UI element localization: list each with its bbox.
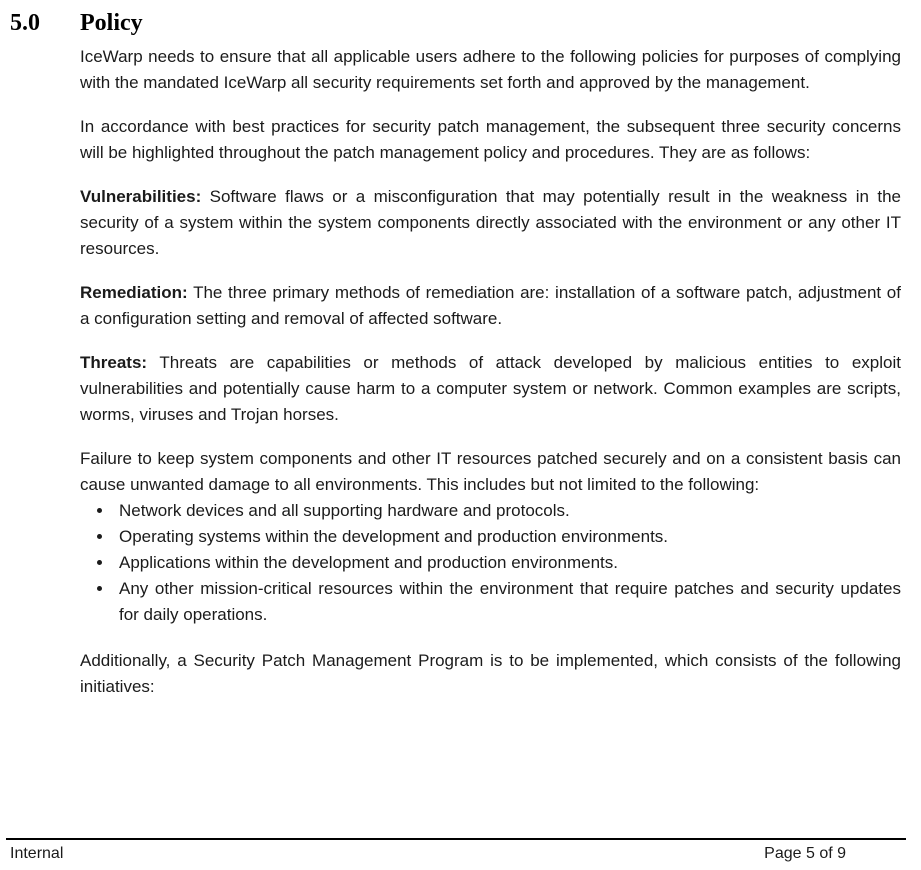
remediation-label: Remediation:: [80, 283, 188, 302]
footer-classification-label: Internal: [10, 845, 64, 862]
threats-text: Threats are capabilities or methods of attack developed by malicious entities to exploit vulnerabilities and potentially cause harm to a computer system or network. Common examples are scripts, worms, viruses and Trojan horses.: [80, 353, 901, 424]
paragraph-vulnerabilities: [80, 184, 901, 262]
section-number: 5.0: [10, 10, 40, 36]
paragraph-accordance: In accordance with best practices for security patch management, the subsequent three security concerns will be highlighted throughout the patch management policy and procedures. They are as follows:: [80, 117, 901, 162]
footer: [6, 840, 906, 864]
bullet-list: [80, 498, 901, 628]
remediation-text: The three primary methods of remediation are: installation of a software patch, adjustment of a configuration setting and removal of affected software.: [80, 283, 901, 328]
paragraph-threats: [80, 350, 901, 428]
list-item: • Any other mission-critical resources within the environment that require patches and security updates for daily operations.: [114, 576, 901, 628]
page-title: Policy: [80, 10, 143, 36]
footer-rule: [6, 838, 906, 864]
list-item: • Operating systems within the development and production environments.: [114, 524, 901, 550]
paragraph-additionally: Additionally, a Security Patch Management Program is to be implemented, which consists of the following initiatives:: [80, 651, 901, 696]
paragraph-intro: IceWarp needs to ensure that all applicable users adhere to the following policies for purposes of complying with the mandated IceWarp all security requirements set forth and approved by the management.: [80, 47, 901, 92]
vulnerabilities-text: Software flaws or a misconfiguration that may potentially result in the weakness in the security of a system within the system components directly associated with the environment or any other IT resources.: [80, 187, 901, 258]
paragraph-remediation: [80, 280, 901, 332]
footer-page-number: Page 5 of 9: [764, 845, 846, 862]
document-body: [80, 44, 901, 700]
paragraph-failure: Failure to keep system components and other IT resources patched securely and on a consistent basis can cause unwanted damage to all environments. This includes but not limited to the following:: [80, 449, 901, 494]
list-item: • Applications within the development and production environments.: [114, 550, 901, 576]
vulnerabilities-label: Vulnerabilities:: [80, 187, 202, 206]
section-heading: [0, 0, 921, 38]
threats-label: Threats:: [80, 353, 148, 372]
list-item: • Network devices and all supporting hardware and protocols.: [114, 498, 901, 524]
